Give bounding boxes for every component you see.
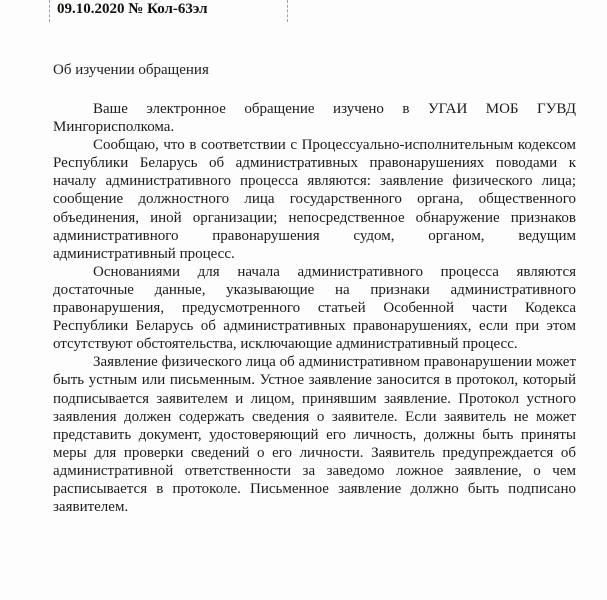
document-body[interactable] (53, 100, 576, 516)
paragraph-statement-rules: Заявление физического лица об административном правонарушении может быть устным или письменным. Устное заявление заносится в протокол, который подписывается заявителем и лицом, принявшим заявление. Протокол устного заявления должен содержать сведения о заявителе. Если заявитель не может представить документ, удостоверяющий его личность, должны быть приняты меры для проверки сведений о его личности. Заявитель предупреждается об административной ответственности за заведомо ложное заявление, о чем расписывается в протоколе. Письменное заявление должно быть подписано заявителем. (53, 354, 576, 516)
document-number: 09.10.2020 № Кол-63эл (57, 1, 208, 17)
paragraph-grounds-basis: Основаниями для начала административного процесса являются достаточные данные, указывающие на признаки административного правонарушения, предусмотренного статьей Особенной части Кодекса Республики Беларусь об административных правонарушениях, если при этом отсутствуют обстоятельства, исключающие административный процесс. (53, 263, 576, 353)
paragraph-intro: Ваше электронное обращение изучено в УГАИ МОБ ГУВД Мингорисполкома. (53, 101, 576, 136)
document-number-box (49, 0, 288, 22)
document-subject: Об изучении обращения (53, 62, 209, 78)
paragraph-grounds-occasions: Сообщаю, что в соответствии с Процессуально-исполнительным кодексом Республики Беларусь об административных правонарушениях поводами к началу административного процесса являются: заявление физического лица; сообщение должностного лица государственного органа, общественного объединения, иной организации; непосредственное обнаружение признаков административного правонарушения судом, органом, ведущим административный процесс. (53, 137, 576, 262)
